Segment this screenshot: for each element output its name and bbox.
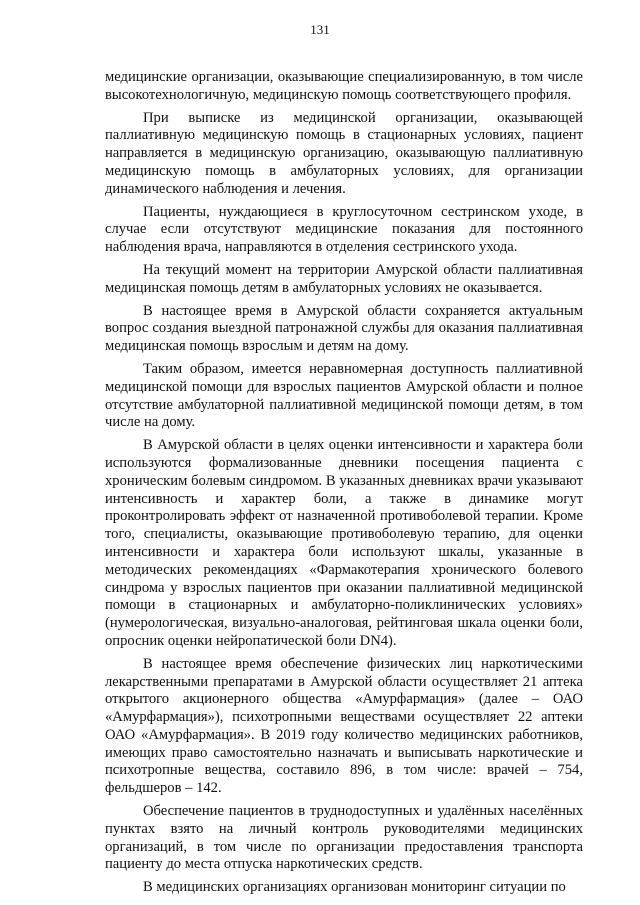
paragraph-10: В медицинских организациях организован мониторинг ситуации по <box>143 879 566 896</box>
body-text <box>105 69 583 897</box>
paragraph-7: В Амурской области в целях оценки интенсивности и характера боли используются формализованные дневники посещения пациента с хроническим болевым синдромом. В указанных дневниках врачи указывают интенсивность и характер боли, а также в динамике могут проконтролировать эффект от назначенной противоболевой терапии. Кроме того, специалисты, оказывающие противоболевую терапию, для оценки интенсивности и характера боли используют шкалы, указанные в методических рекомендациях «Фармакотерапия хронического болевого синдрома у взрослых пациентов при оказании паллиативной медицинской помощи в стационарных и амбулаторно-поликлинических условиях» (нумерологическая, визуально-аналоговая, рейтинговая шкала оценки боли, опросник оценки нейропатической боли DN4). <box>105 437 583 649</box>
paragraph-4: На текущий момент на территории Амурской области паллиативная медицинская помощь детям в амбулаторных условиях не оказывается. <box>105 261 583 296</box>
paragraph-8: В настоящее время обеспечение физических лиц наркотическими лекарственными препаратами в Амурской области осуществляет 21 аптека открытого акционерного общества «Амурфармация» (далее – ОАО «Амурфармация»), психотропными веществами осуществляет 22 аптеки ОАО «Амурфармация». В 2019 году количество медицинских работников, имеющих право самостоятельно назначать и выписывать наркотические и психотропные вещества, составило 896, в том числе: врачей – 754, фельдшеров – 142. <box>105 655 583 797</box>
paragraph-5: В настоящее время в Амурской области сохраняется актуальным вопрос создания выездной патронажной службы для оказания паллиативная медицинская помощь взрослым и детям на дому. <box>105 302 583 355</box>
paragraph-2: При выписке из медицинской организации, оказывающей паллиативную медицинскую помощь в стационарных условиях, пациент направляется в медицинскую организацию, оказывающую паллиативную медицинскую помощь в амбулаторных условиях, для организации динамического наблюдения и лечения. <box>105 109 583 197</box>
paragraph-6: Таким образом, имеется неравномерная доступность паллиативной медицинской помощи для взрослых пациентов Амурской области и полное отсутствие амбулаторной паллиативной медицинской помощи детям, в том числе на дому. <box>105 360 583 431</box>
paragraph-9: Обеспечение пациентов в труднодоступных и удалённых населённых пунктах взято на личный контроль руководителями медицинских организаций, в том числе по организации предоставления транспорта пациенту до места отпуска наркотических средств. <box>105 803 583 873</box>
paragraph-1: медицинские организации, оказывающие специализированную, в том числе высокотехнологичную, медицинскую помощь соответствующего профиля. <box>105 69 583 103</box>
paragraph-3: Пациенты, нуждающиеся в круглосуточном сестринском уходе, в случае если отсутствуют медицинские показания для постоянного наблюдения врача, направляются в отделения сестринского ухода. <box>105 203 583 256</box>
page-number: 131 <box>310 22 330 37</box>
